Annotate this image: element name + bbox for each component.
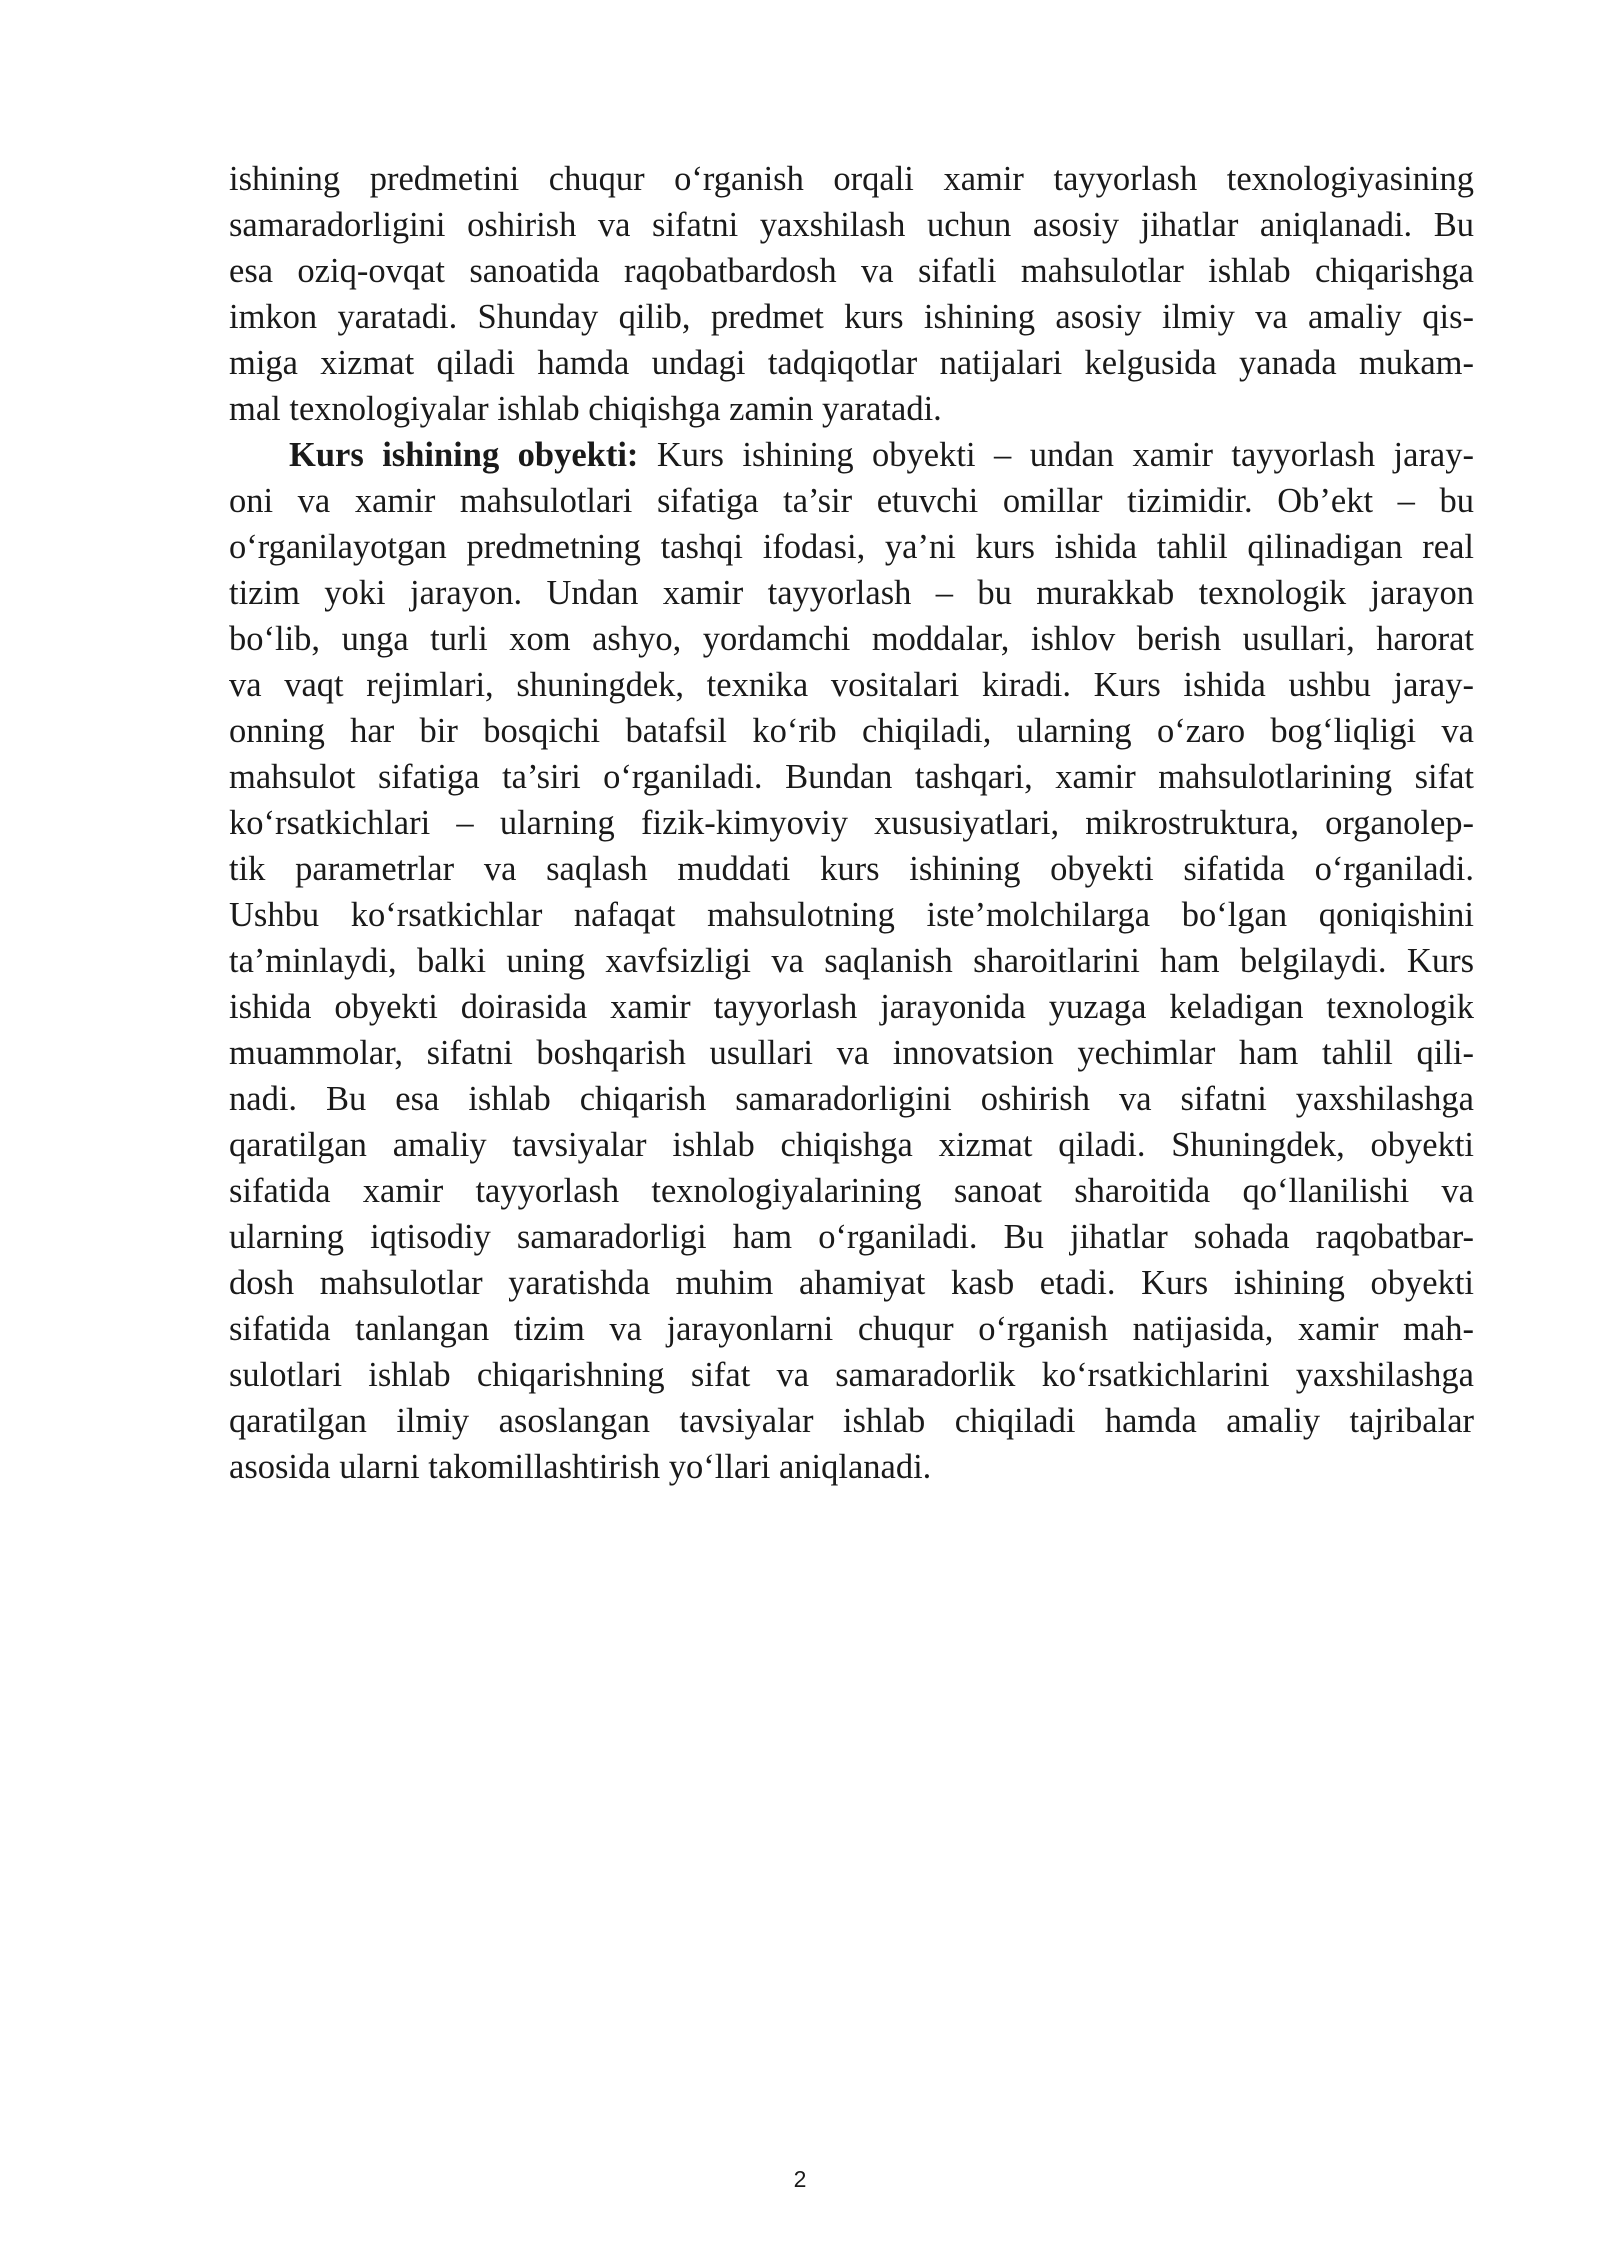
text-line: esa oziq-ovqat sanoatida raqobatbardosh va sifatli mahsulotlar ishlab chiqarishga [229, 252, 1474, 290]
body-text [229, 156, 1474, 1490]
text-line: mal texnologiyalar ishlab chiqishga zamin yaratadi. [229, 390, 942, 428]
text-line: ko‘rsatkichlari – ularning fizik-kimyoviy xususiyatlari, mikrostruktura, organolep- [229, 804, 1474, 842]
text-line: dosh mahsulotlar yaratishda muhim ahamiyat kasb etadi. Kurs ishining obyekti [229, 1264, 1474, 1302]
text-line: sifatida xamir tayyorlash texnologiyalarining sanoat sharoitida qo‘llanilishi va [229, 1172, 1474, 1210]
text-line: sulotlari ishlab chiqarishning sifat va samaradorlik ko‘rsatkichlarini yaxshilashga [229, 1356, 1474, 1394]
text-line: muammolar, sifatni boshqarish usullari va innovatsion yechimlar ham tahlil qili- [229, 1034, 1474, 1072]
text-line: oni va xamir mahsulotlari sifatiga ta’sir etuvchi omillar tizimidir. Ob’ekt – bu [229, 482, 1474, 520]
text-line: mahsulot sifatiga ta’siri o‘rganiladi. Bundan tashqari, xamir mahsulotlarining sifat [229, 758, 1474, 796]
text-line: nadi. Bu esa ishlab chiqarish samaradorligini oshirish va sifatni yaxshilashga [229, 1080, 1474, 1118]
text-line: Ushbu ko‘rsatkichlar nafaqat mahsulotning iste’molchilarga bo‘lgan qoniqishini [229, 896, 1474, 934]
text-line: samaradorligini oshirish va sifatni yaxshilash uchun asosiy jihatlar aniqlanadi. Bu [229, 206, 1474, 244]
text-line: ishining predmetini chuqur o‘rganish orqali xamir tayyorlash texnologiyasining [229, 160, 1474, 198]
text-line: miga xizmat qiladi hamda undagi tadqiqotlar natijalari kelgusida yanada mukam- [229, 344, 1474, 382]
text-line: ta’minlaydi, balki uning xavfsizligi va saqlanish sharoitlarini ham belgilaydi. Kurs [229, 942, 1474, 980]
text-line: o‘rganilayotgan predmetning tashqi ifodasi, ya’ni kurs ishida tahlil qilinadigan real [229, 528, 1474, 566]
text-line: ularning iqtisodiy samaradorligi ham o‘rganiladi. Bu jihatlar sohada raqobatbar- [229, 1218, 1474, 1256]
text-line: qaratilgan ilmiy asoslangan tavsiyalar ishlab chiqiladi hamda amaliy tajribalar [229, 1402, 1474, 1440]
paragraph-first-line [229, 432, 1474, 478]
text-line: onning har bir bosqichi batafsil ko‘rib chiqiladi, ularning o‘zaro bog‘liqligi va [229, 712, 1474, 750]
text-line: tik parametrlar va saqlash muddati kurs ishining obyekti sifatida o‘rganiladi. [229, 850, 1474, 888]
text-line: bo‘lib, unga turli xom ashyo, yordamchi moddalar, ishlov berish usullari, harorat [229, 620, 1474, 658]
paragraph-lead-heading: Kurs ishining obyekti: [289, 436, 639, 474]
text-line: sifatida tanlangan tizim va jarayonlarni chuqur o‘rganish natijasida, xamir mah- [229, 1310, 1474, 1348]
text-line: va vaqt rejimlari, shuningdek, texnika vositalari kiradi. Kurs ishida ushbu jaray- [229, 666, 1474, 704]
paragraph-first-line-text: Kurs ishining obyekti – undan xamir tayyorlash jaray- [638, 436, 1474, 474]
text-line: asosida ularni takomillashtirish yo‘llari aniqlanadi. [229, 1448, 932, 1486]
text-line: ishida obyekti doirasida xamir tayyorlash jarayonida yuzaga keladigan texnologik [229, 988, 1474, 1026]
text-line: qaratilgan amaliy tavsiyalar ishlab chiqishga xizmat qiladi. Shuningdek, obyekti [229, 1126, 1474, 1164]
text-line: tizim yoki jarayon. Undan xamir tayyorlash – bu murakkab texnologik jarayon [229, 574, 1474, 612]
page-number: 2 [793, 2166, 807, 2192]
text-line: imkon yaratadi. Shunday qilib, predmet kurs ishining asosiy ilmiy va amaliy qis- [229, 298, 1474, 336]
